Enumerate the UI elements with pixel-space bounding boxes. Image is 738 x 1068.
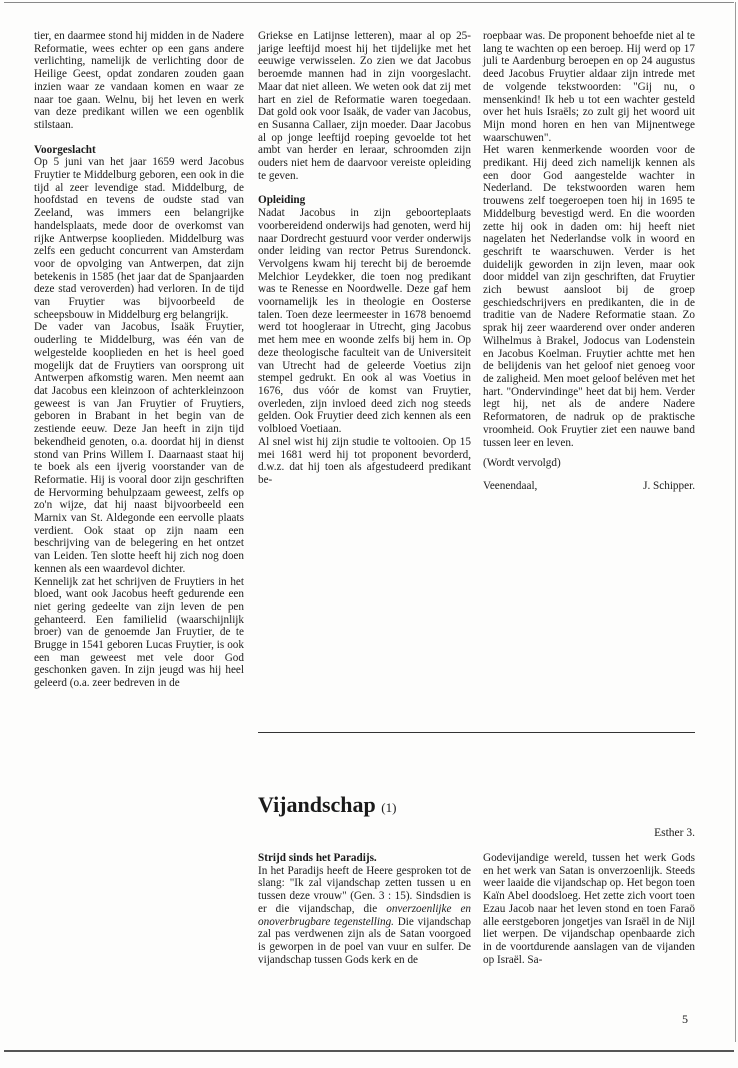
paragraph-text: Die vijandschap zal pas verdwenen zijn als de Satan voorgoed is geworpen in de poel van vuur en sulfer. De vijandschap tussen Gods kerk en de bbox=[258, 915, 472, 966]
article-title-part: (1) bbox=[381, 800, 397, 815]
page-edge-bottom bbox=[4, 1050, 734, 1052]
signature-line bbox=[483, 480, 695, 493]
page-edge-top bbox=[4, 2, 734, 3]
section-heading-strijd: Strijd sinds het Paradijs. bbox=[258, 852, 377, 864]
signature-author: J. Schipper. bbox=[643, 479, 695, 492]
column-1 bbox=[34, 30, 244, 690]
article-title bbox=[258, 792, 695, 821]
paragraph: Op 5 juni van het jaar 1659 werd Jacobus Fruytier te Middelburg geboren, een ook in die tijd al zeer levendige stad. Middelburg, de hoofdstad en tevens de oudste stad van Zeeland, was immers een belangrijke handelsplaats, mede door de overkomst van rijke Antwerpse kooplieden. Middelburg was zelfs een geducht concurrent van Amsterdam voor de opvolging van Antwerpen, dat zijn betekenis in 1585 (het jaar dat de Spanjaarden deze stad veroverden) had verloren. In de tijd van Fruytier was bijvoorbeeld de scheepsbouw in Middelburg erg belangrijk. bbox=[34, 156, 244, 321]
section-heading-opleiding: Opleiding bbox=[258, 194, 306, 207]
paragraph bbox=[258, 865, 471, 967]
paragraph: Griekse en Latijnse letteren), maar al op 25-jarige leeftijd moest hij het tijdelijke met het eeuwige verwisselen. Zo zien we dat Jacobus beroemde mannen had in zijn voorgeslacht. Maar dat niet alleen. We weten ook dat zij met hart en ziel de Reformatie waren toegedaan. Dat gold ook voor Isaäk, de vader van Jacobus, en Susanna Callaer, zijn moeder. Daar Jacobus al op jonge leeftijd roeping gevoelde tot het ambt van herder en leraar, schroomden zijn ouders niet hem de daarvoor vereiste opleiding te geven. bbox=[258, 30, 471, 182]
column-2 bbox=[258, 30, 471, 487]
signature-place: Veenendaal, bbox=[483, 479, 538, 492]
page-number: 5 bbox=[682, 1012, 688, 1026]
to-be-continued-note: (Wordt vervolgd) bbox=[483, 457, 561, 470]
paragraph-text: In het Paradijs heeft de Heere gesproken tot de slang: "Ik zal vijandschap zetten tussen u en tussen deze vrouw" (Gen. 3 : 15). Sindsdien is er die vijandschap, die bbox=[258, 864, 471, 915]
bible-reference: Esther 3. bbox=[654, 827, 695, 839]
page-edge-right bbox=[735, 2, 736, 1042]
paragraph: Godevijandige wereld, tussen het werk Gods en het werk van Satan is onverzoenlijk. Steeds weer laaide die vijandschap op. Het begon toen Kaïn Abel doodsloeg. Het zette zich voort toen Ezau Jacob naar het leven stond en toen Faraö alle eerstgeboren jongetjes van Israël in de Nijl liet werpen. De vijandschap openbaarde zich in de voortdurende aanslagen van de vijanden op Israël. Sa- bbox=[483, 852, 695, 966]
article-header bbox=[258, 792, 695, 839]
article2-column-2 bbox=[483, 852, 695, 966]
paragraph: Al snel wist hij zijn studie te voltooien. Op 15 mei 1681 werd hij tot proponent bevorderd, d.w.z. dat hij toen als afgestudeerd predikant be- bbox=[258, 435, 471, 486]
section-divider bbox=[258, 732, 695, 733]
emphasis-text: onverzoenlijke en onoverbrugbare tegenstelling. bbox=[258, 902, 472, 928]
article-title-text: Vijandschap bbox=[258, 792, 376, 817]
section-heading-voorgeslacht: Voorgeslacht bbox=[34, 143, 96, 156]
article2-column-1 bbox=[258, 852, 471, 966]
paragraph: Kennelijk zat het schrijven de Fruytiers in het bloed, want ook Jacobus heeft gedurende een niet gering gedeelte van zijn leven de pen gehanteerd. Een familielid (waarschijnlijk broer) van de genoemde Jan Fruytier, de te Brugge in 1541 geboren Lucas Fruytier, is ook een man geweest met vele door God geschonken gaven. In zijn jeugd was hij heel geleerd (o.a. zeer bedreven in de bbox=[34, 575, 244, 690]
paragraph: Het waren kenmerkende woorden voor de predikant. Hij deed zich namelijk kennen als een door God aangestelde wachter in Nederland. De tekstwoorden waren hem trouwens zelf toegeroepen toen hij in 1695 te Middelburg bevestigd werd. En die woorden zette hij ook in daden om: hij heeft niet nagelaten het Nederlandse volk in woord en geschrift te waarschuwen. Verder is het duidelijk geworden in zijn leven, maar ook door middel van zijn geschriften, dat Fruytier zich bewust aansloot bij de groep geschiedschrijvers en predikanten, die in de traditie van de Nadere Reformatie staan. Zo sprak hij zeer waarderend over onder anderen Wilhelmus à Brakel, Jodocus van Lodenstein en Jacobus Koelman. Fruytier achtte met hen de belijdenis van het geloof niet genoeg voor de zaligheid. Men moet geloof beléven met het hart. "Ondervindinge" heet dat bij hem. Verder legt hij, net als de andere Nadere Reformatoren, de nadruk op de praktische vroomheid. Ook Fruytier ziet een nauwe band tussen leer en leven. bbox=[483, 144, 695, 449]
paragraph: De vader van Jacobus, Isaäk Fruytier, ouderling te Middelburg, was één van de welgestelde kooplieden en het is heel goed mogelijk dat de Fruytiers van oorsprong uit Antwerpen afkomstig waren. Men neemt aan dat Jacobus een kleinzoon of achterkleinzoon geweest is van Jan Fruytier of Fruytiers, geboren in Brabant in het begin van de zestiende eeuw. Deze Jan heeft in zijn tijd bekendheid genoten, o.a. doordat hij in dienst stond van Prins Willem I. Daarnaast staat hij te boek als een ijverig voorstander van de Reformatie. Hij is vooral door zijn geschriften de Hervorming behulpzaam geweest, zelfs op zo'n wijze, dat hij naast bijvoorbeeld een Marnix van St. Aldegonde een eervolle plaats verdient. Ook staat op zijn naam een beschrijving van de belegering en het ontzet van Leiden. Ten slotte heeft hij zich nog doen kennen als een waardevol dichter. bbox=[34, 321, 244, 575]
intro-paragraph: tier, en daarmee stond hij midden in de Nadere Reformatie, wees echter op een gans andere verlichting, namelijk de verlichting door de Heilige Geest, opdat zondaren zouden gaan inzien waar ze vandaan komen en waar ze naar toe gaan. Welnu, bij het leven en werk van deze predikant willen we een ogenblik stilstaan. bbox=[34, 30, 244, 131]
paragraph: Nadat Jacobus in zijn geboorteplaats voorbereidend onderwijs had genoten, werd hij naar Dordrecht gestuurd voor verder onderwijs onder leiding van rector Petrus Surendonck. Vervolgens kwam hij terecht bij de beroemde Melchior Leydekker, die toen nog predikant was te Renesse en Noordwelle. Deze gaf hem voornamelijk les in theologie en Oosterse talen. Toen deze leermeester in 1678 benoemd werd tot hoogleraar in Utrecht, ging Jacobus met hem mee en woonde zelfs bij hem in. Op deze theologische faculteit van de Universiteit van Utrecht had de geleerde Voetius zijn stempel gedrukt. En ook al was Voetius in 1676, dus vóór de komst van Fruytier, overleden, zijn invloed deed zich nog steeds gelden. Ook Fruytier deed zich kennen als een volbloed Voetiaan. bbox=[258, 207, 471, 436]
column-3 bbox=[483, 30, 695, 493]
paragraph: roepbaar was. De proponent behoefde niet al te lang te wachten op een beroep. Hij werd op 17 juli te Aardenburg beroepen en op 24 augustus deed Jacobus Fruytier aldaar zijn intrede met de volgende tekstwoorden: "Gij nu, o mensenkind! Ik heb u tot een wachter gesteld over het huis Israëls; zo zult gij het woord uit Mijn mond horen en hen van Mijnentwege waarschuwen". bbox=[483, 30, 695, 144]
